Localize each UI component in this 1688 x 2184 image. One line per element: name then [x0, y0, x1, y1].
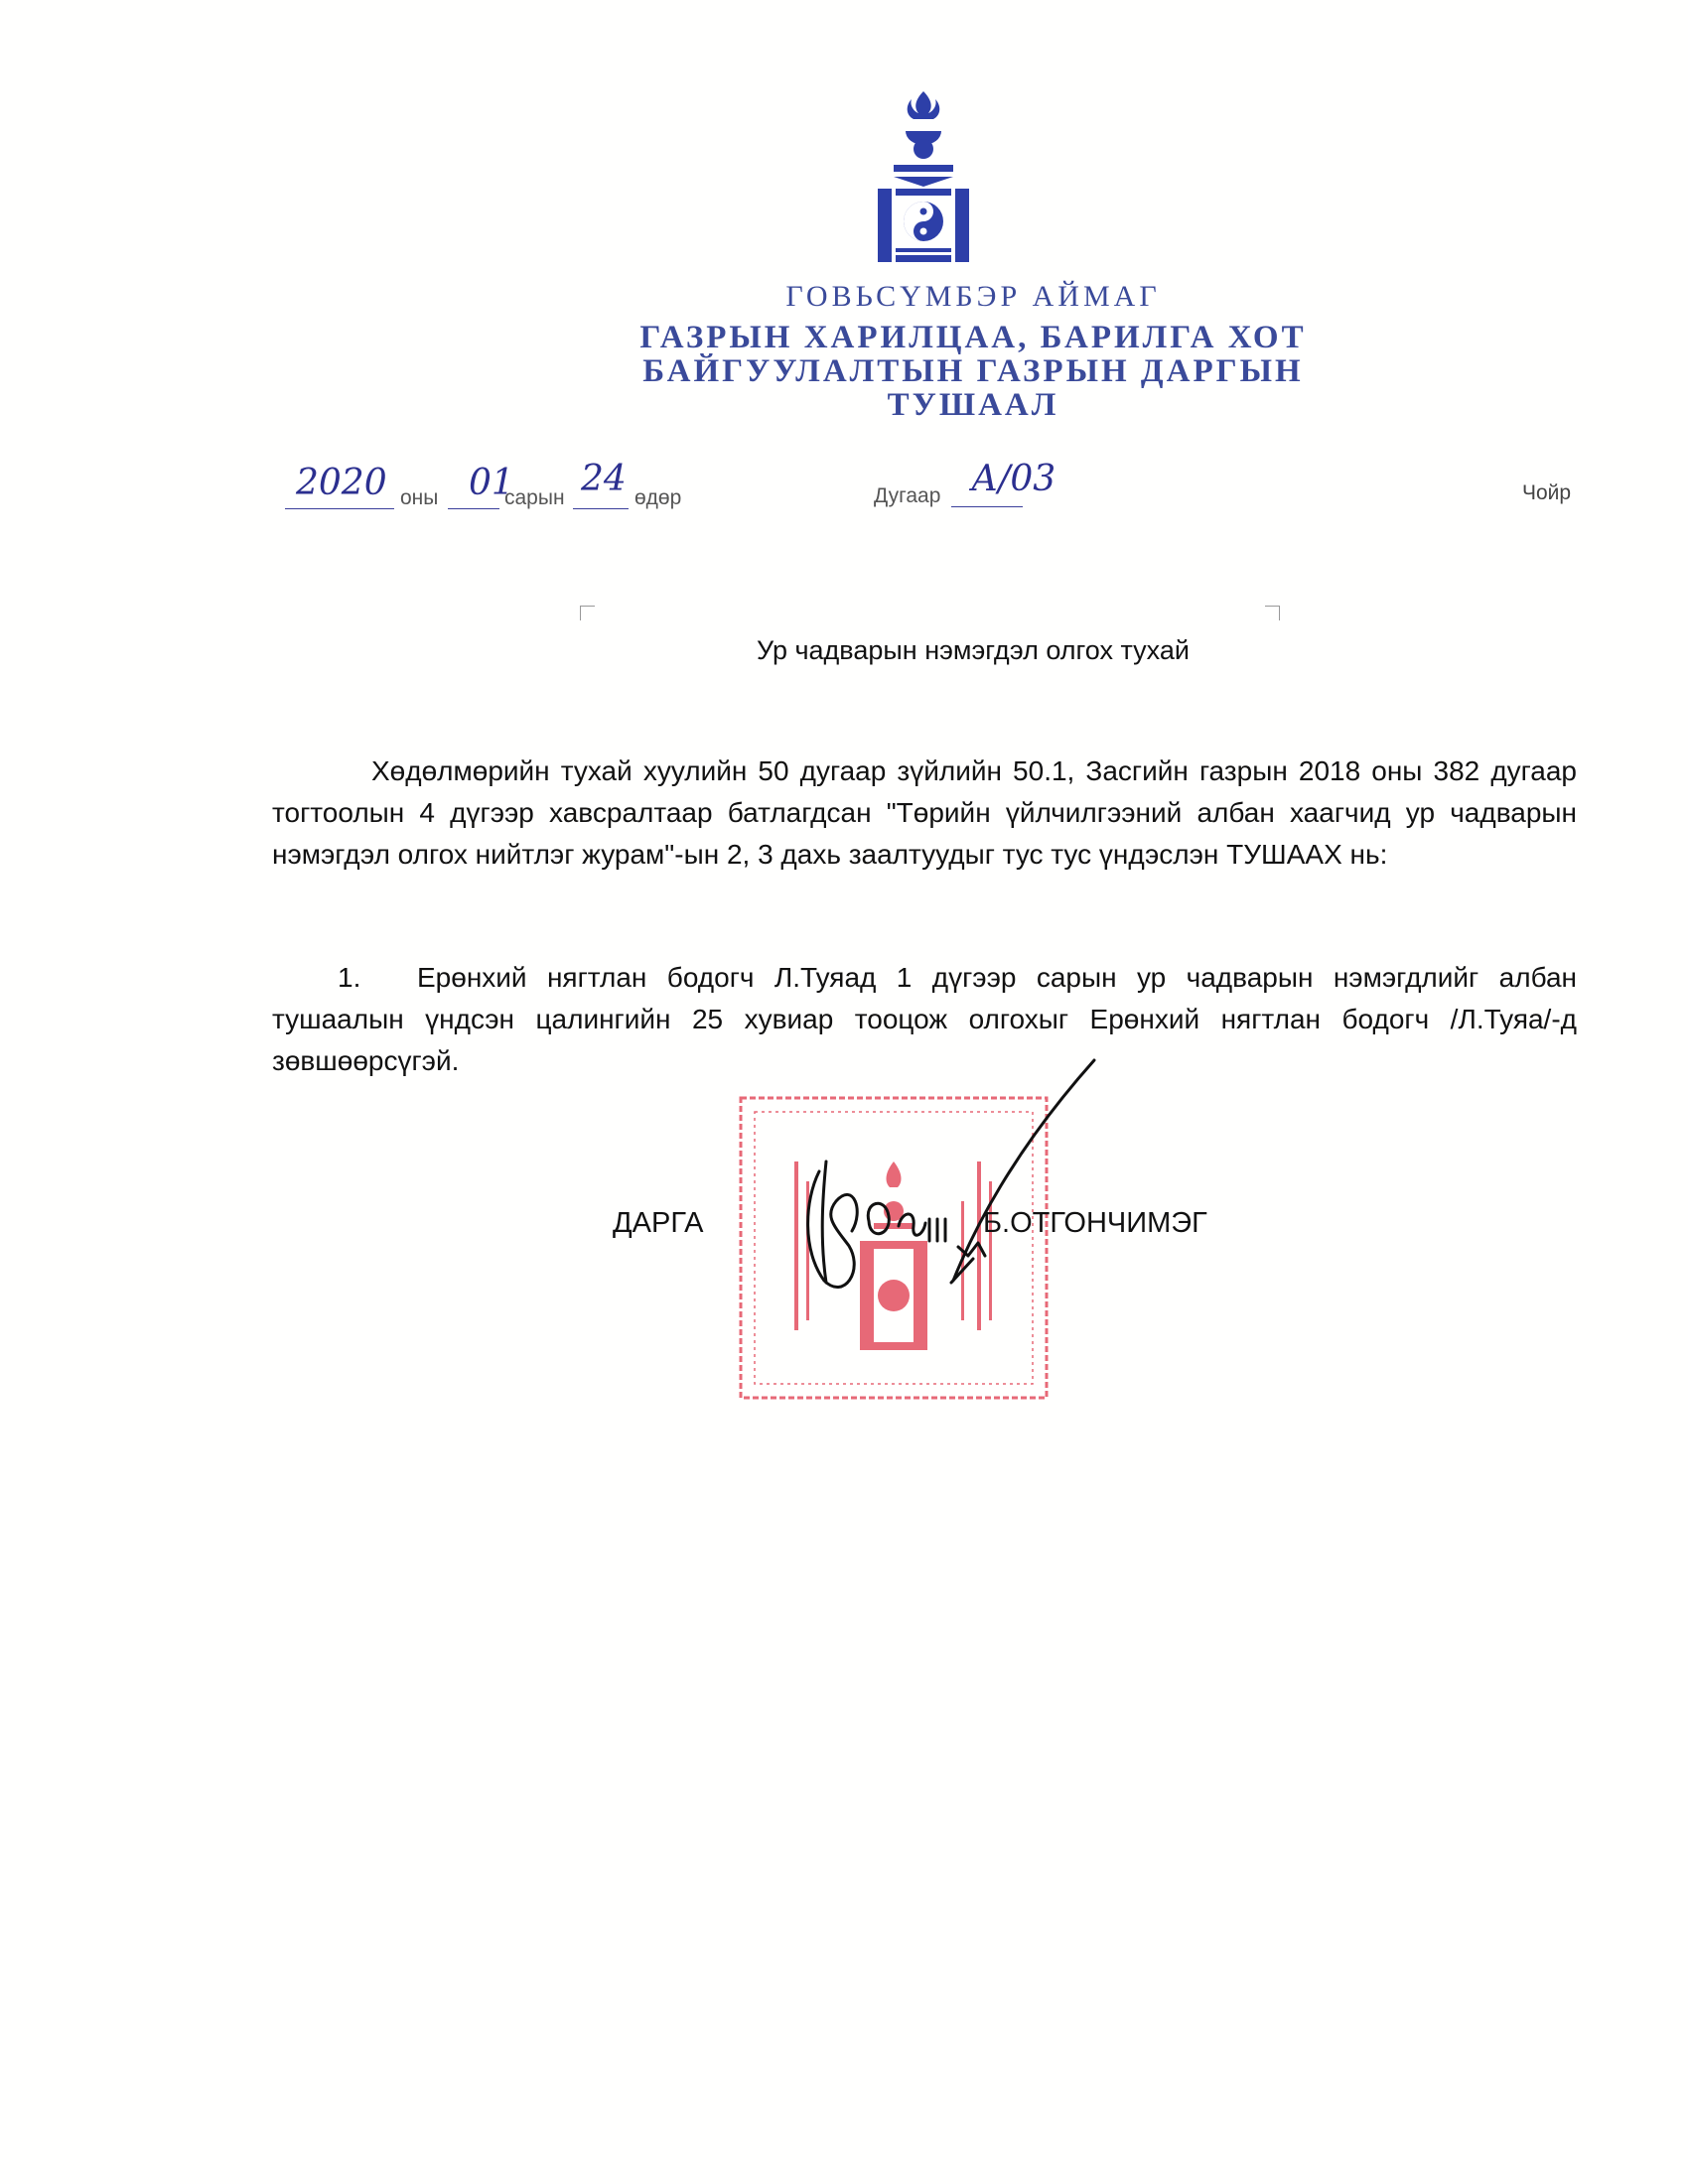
item-number: 1.	[338, 962, 361, 993]
subject-corner-right	[1265, 606, 1280, 620]
month-underline	[448, 508, 499, 509]
date-year: 2020	[296, 463, 387, 503]
date-month: 01	[469, 463, 514, 503]
document-type: ТУШААЛ	[887, 387, 1059, 423]
organization-line-2: БАЙГУУЛАЛТЫН ГАЗРЫН ДАРГЫН	[642, 353, 1304, 389]
date-day: 24	[581, 459, 627, 499]
signatory-name: Б.ОТГОНЧИМЭГ	[983, 1207, 1207, 1239]
day-suffix: өдөр	[634, 486, 682, 509]
item-text: Ерөнхий нягтлан бодогч Л.Туяад 1 дүгээр сарын ур чадварын нэмэгдлийг албан тушаалын үндсэн цалингийн 25 хувиар тооцож олгохыг Ерөнхий нягтлан бодогч /Л.Туяа/-д зөвшөөрсүгэй.	[272, 962, 1577, 1076]
number-label: Дугаар	[874, 484, 941, 507]
aimag-name: ГОВЬСҮМБЭР АЙМАГ	[785, 280, 1161, 313]
preamble-paragraph: Хөдөлмөрийн тухай хуулийн 50 дугаар зүйлийн 50.1, Засгийн газрын 2018 оны 382 дугаар тогтоолын 4 дүгээр хавсралтаар батлагдсан "Төрийн үйлчилгээний албан хаагчид ур чадварын нэмэгдэл олгох нийтлэг журам"-ын 2, 3 дахь заалтуудыг тус тус үндэслэн ТУШААХ нь:	[272, 755, 1577, 870]
year-underline	[285, 508, 394, 509]
mongolia-state-emblem-icon	[864, 89, 983, 268]
year-suffix: оны	[400, 486, 439, 509]
place-name: Чойр	[1522, 481, 1572, 504]
number-underline	[951, 506, 1023, 507]
month-suffix: сарын	[504, 486, 565, 509]
subject-corner-left	[580, 606, 595, 620]
document-subject: Ур чадварын нэмэгдэл олгох тухай	[757, 635, 1190, 665]
day-underline	[573, 508, 629, 509]
document-number: А/03	[971, 459, 1056, 499]
handwritten-signature	[774, 1052, 1122, 1310]
signatory-title: ДАРГА	[613, 1207, 704, 1239]
organization-line-1: ГАЗРЫН ХАРИЛЦАА, БАРИЛГА ХОТ	[639, 320, 1307, 355]
